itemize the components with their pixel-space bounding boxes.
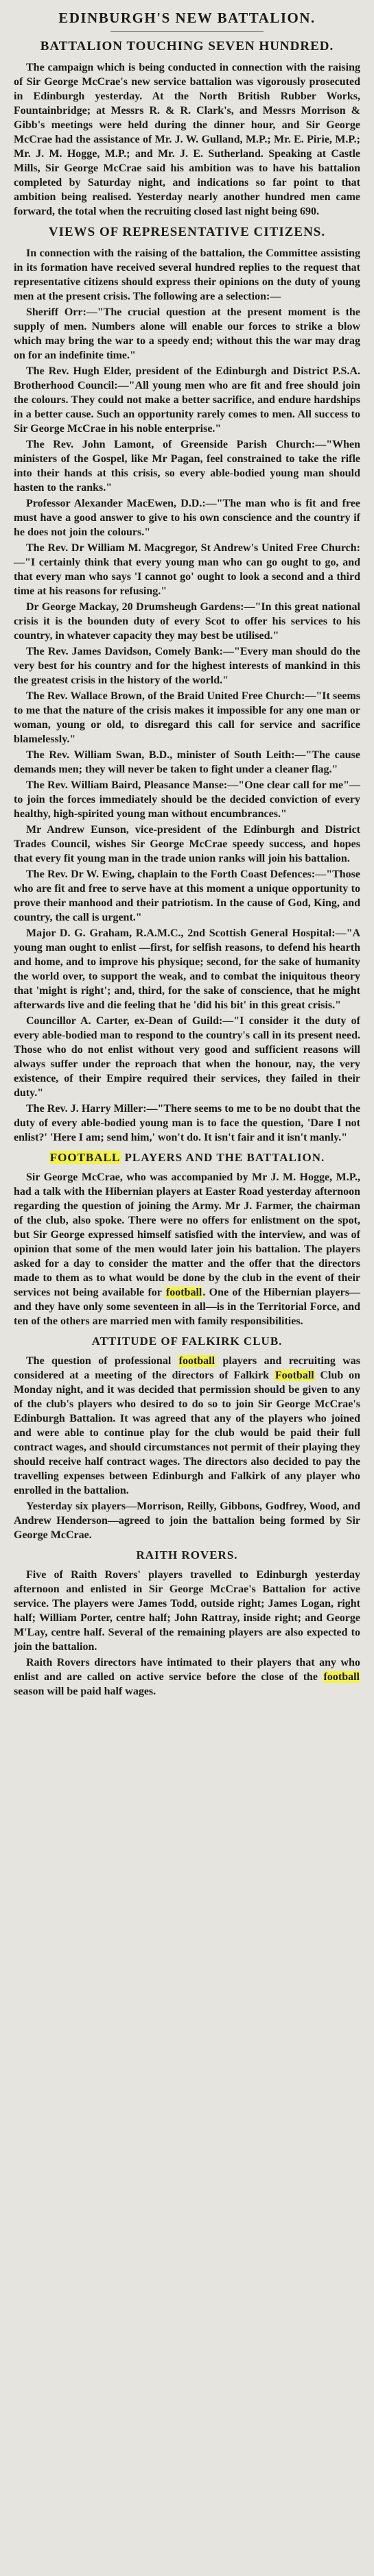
article-paragraph: In connection with the raising of the battalion, the Committee assisting in its formation have received several hundred replies to the request that representative citizens should express their opinions on the duty of young men at the present crisis. The following are a selection:—	[14, 247, 360, 302]
quote-paragraph: The Rev. Wallace Brown, of the Braid United Free Church:—"It seems to me that the nature of the crisis makes it impossible for any one man or woman, young or old, to disregard this call for service and sacrifice blamelessly."	[14, 690, 360, 745]
text-run: The question of professional	[26, 1355, 178, 1367]
quote-paragraph: Sheriff Orr:—"The crucial question at the present moment is the supply of men. Numbers alone will enable our forces to strike a blow which may bring the war to a speedy end; without this the war may drag on for an indefinite time."	[14, 306, 360, 361]
section-title-rest: PLAYERS AND THE BATTALION.	[124, 1150, 325, 1164]
text-run: players and recruiting was considered at a meeting of the directors of Falkirk	[14, 1355, 360, 1381]
highlight-football: Football	[274, 1370, 314, 1381]
quote-paragraph: The Rev. James Davidson, Comely Bank:—"Every man should do the very best for his country and for the highest interests of mankind in this the greatest crisis in the history of the world."	[14, 645, 360, 686]
quote-paragraph: Professor Alexander MacEwen, D.D.:—"The man who is fit and free must have a good answer to give to his own conscience and the country if he does not join the colours."	[14, 497, 360, 538]
quote-paragraph: Mr Andrew Eunson, vice-president of the Edinburgh and District Trades Council, wishes Sir George McCrae speedy success, and hopes that every fit young man in the trade union ranks will join his battalion.	[14, 823, 360, 864]
quote-paragraph: The Rev. William Swan, B.D., minister of South Leith:—"The cause demands men; they will never be taken to fight under a cleaner flag."	[14, 749, 360, 775]
section-title-views: VIEWS OF REPRESENTATIVE CITIZENS.	[48, 224, 326, 239]
quotes-list	[14, 305, 360, 1145]
highlight-football: football	[323, 1671, 360, 1684]
text-run: season will be paid half wages.	[14, 1686, 156, 1698]
article-paragraph: The campaign which is being conducted in connection with the raising of Sir George McCrae's new service battalion was vigorously prosecuted in Edinburgh yesterday. At the North British Rubber Works, Fountainbridge; at Messrs R. & R. Clark's, and Messrs Morrison & Gibb's meetings were held during the dinner hour, and Sir George McCrae had the assistance of Mr. J. W. Gulland, M.P.; Mr. E. Pirie, M.P.; Mr. J. M. Hogge, M.P.; and Mr. J. E. Sutherland. Speaking at Castle Mills, Sir George McCrae said his ambition was to have his battalion completed by Saturday night, and indications so far point to that ambition being realised. Yesterday nearly another hundred men came forward, the total when the recruiting closed last night being 690.	[14, 61, 360, 217]
section-title-football-players	[14, 1150, 360, 1165]
highlight-football: football	[178, 1355, 215, 1367]
highlight-football: football	[165, 1286, 202, 1298]
section-title-falkirk: ATTITUDE OF FALKIRK CLUB.	[91, 1334, 283, 1348]
article-paragraph	[14, 1170, 360, 1328]
quote-paragraph: Dr George Mackay, 20 Drumsheugh Gardens:—"In this great national crisis it is the bounden duty of every Scot to offer his services to his country, in whatever capacity they may best be utilised."	[14, 600, 360, 642]
quote-paragraph: The Rev. Dr W. Ewing, chaplain to the Forth Coast Defences:—"Those who are fit and free to serve have at this moment a unique opportunity to prove their manhood and their patriotism. In the cause of God, King, and country, the call is urgent."	[14, 868, 360, 923]
quote-paragraph: Major D. G. Graham, R.A.M.C., 2nd Scottish General Hospital:—"A young man ought to enlist —first, for selfish reasons, to defend his hearth and home, and to improve his physique; second, for the sake of humanity the world over, to support the weak, and to combat the iniquitous theory that 'might is right'; and, third, for the sake of conscience, that he might afterwards live and die feeling that he 'did his bit' in this great crisis."	[14, 927, 360, 1011]
quote-paragraph: The Rev. J. Harry Miller:—"There seems to me to be no doubt that the duty of every able-bodied young man is to face the question, 'Dare I not enlist?' 'Here I am; send him,' won't do. It isn't fair and it isn't manly."	[14, 1102, 360, 1143]
text-run: Club on Monday night, and it was decided that permission should be given to any of the club's players who desired to do so to join Sir George McCrae's Edinburgh Battalion. It was agreed that any of the players who joined and were able to continue play for the club would be paid their full contract wages, and should circumstances not permit of their playing they should receive half contract wages. The directors also decided to pay the travelling expenses between Edinburgh and Falkirk of any player who enrolled in the battalion.	[14, 1370, 361, 1496]
text-run: . One of the Hibernian players—and they have only some seventeen in all—is in the Territorial Force, and ten of the others are married men with family responsibilities.	[14, 1286, 360, 1327]
section-title-raith-rovers: RAITH ROVERS.	[136, 1548, 238, 1562]
article-paragraph	[14, 1655, 360, 1699]
quote-paragraph: The Rev. William Baird, Pleasance Manse:—"One clear call for me"—to join the forces immediately should be the decided conviction of every healthy, high-spirited young man without encumbrances."	[14, 779, 360, 820]
headline-divider	[110, 31, 263, 32]
quote-paragraph: Councillor A. Carter, ex-Dean of Guild:—"I consider it the duty of every able-bodied man to respond to the country's call in its present need. Those who do not enlist without very good and sufficient reasons will always suffer under the reproach that when the honour, nay, the very existence, of their Empire required their services, they failed in their duty."	[14, 1014, 360, 1099]
quote-paragraph: The Rev. Dr William M. Macgregor, St Andrew's United Free Church:—"I certainly think that every young man who can go ought to go, and that every man who says 'I cannot go' ought to look a second and a third time at his reasons for refusing."	[14, 542, 360, 597]
highlight-football: FOOTBALL	[49, 1150, 121, 1164]
quote-paragraph: The Rev. Hugh Elder, president of the Edinburgh and District P.S.A. Brotherhood Council:—"All young men who are fit and free should join the colours. They could not make a better sacrifice, and endure hardships in a better cause. Such an opportunity rarely comes to men. All success to Sir George McCrae in his noble enterprise."	[14, 365, 360, 435]
article-paragraph	[14, 1354, 360, 1498]
article-paragraph: Five of Raith Rovers' players travelled to Edinburgh yesterday afternoon and enlisted in Sir George McCrae's Battalion for active service. The players were James Todd, outside right; James Logan, right half; William Porter, centre half; John Rattray, inside right; and George M'Lay, centre half. Several of the remaining players are also expected to join the battalion.	[14, 1569, 360, 1653]
text-run: Raith Rovers directors have intimated to their players that any who enlist and are called on active service before the close of the	[14, 1657, 360, 1684]
section-title-battalion: BATTALION TOUCHING SEVEN HUNDRED.	[40, 39, 334, 53]
text-run: Sir George McCrae, who was accompanied by Mr J. M. Hogge, M.P., had a talk with the Hibernian players at Easter Road yesterday afternoon regarding the question of joining the Army. Mr J. Farmer, the chairman of the club, also spoke. There were no offers for enlistment on the spot, but Sir George expressed himself satisfied with the interview, and was of opinion that some of the men would later join his battalion. The players asked for a day to consider the matter and the offer that the directors made to them as to what would be done by the club in the event of their services not being available for	[14, 1171, 360, 1298]
quote-paragraph: The Rev. John Lamont, of Greenside Parish Church:—"When ministers of the Gospel, like Mr Pagan, feel constrained to take the rifle into their hands at this crisis, so every able-bodied young man should hasten to the ranks."	[14, 438, 360, 494]
main-headline: EDINBURGH'S NEW BATTALION.	[58, 10, 316, 26]
article-paragraph: Yesterday six players—Morrison, Reilly, Gibbons, Godfrey, Wood, and Andrew Henderson—agreed to join the battalion being formed by Sir George McCrae.	[14, 1500, 360, 1541]
